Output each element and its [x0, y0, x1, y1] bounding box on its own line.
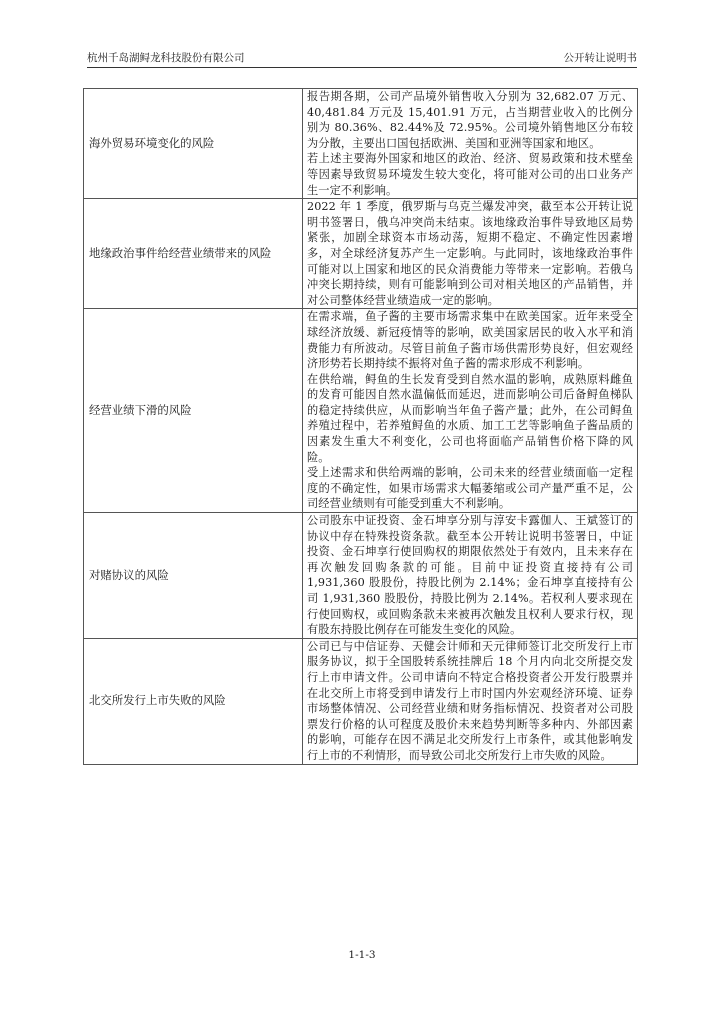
- paragraph: 若上述主要海外国家和地区的政治、经济、贸易政策和技术壁垒等因素导致贸易环境发生较大变化，将可能对公司的出口业务产生一定不利影响。: [307, 152, 633, 197]
- risk-description: [303, 513, 638, 639]
- paragraph: 在供给端，鲟鱼的生长发育受到自然水温的影响，成熟原料雌鱼的发育可能因自然水温偏低而延迟，进而影响公司后备鲟鱼梯队的稳定持续供应，从而影响当年鱼子酱产量；此外，在公司鲟鱼养殖过程中，若养殖鲟鱼的水质、加工工艺等影响鱼子酱品质的因素发生重大不利变化，公司也将面临产品销售价格下降的风险。: [307, 372, 633, 464]
- risk-description: [303, 309, 638, 513]
- risk-name: 经营业绩下滑的风险: [84, 309, 303, 513]
- page-number: 1-1-3: [348, 949, 376, 961]
- table-row: [84, 199, 638, 309]
- paragraph: 报告期各期，公司产品境外销售收入分别为 32,682.07 万元、40,481.84 万元及 15,401.91 万元，占当期营业收入的比例分别为 80.36%、82.44%及 72.95%。公司境外销售地区分布较为分散，主要出口国包括欧洲、美国和亚洲等国家和地区。: [307, 90, 633, 150]
- risk-name: 对赌协议的风险: [84, 513, 303, 639]
- paragraph: 公司已与中信证券、天健会计师和天元律师签订北交所发行上市服务协议，拟于全国股转系统挂牌后 18 个月内向北交所提交发行上市申请文件。公司申请向不特定合格投资者公开发行股票并在北交所上市将受到申请发行上市时国内外宏观经济环境、证券市场整体情况、公司经营业绩和财务指标情况、投资者对公司股票发行价格的认可程度及股价未来趋势判断等多种内、外部因素的影响，可能存在因不满足北交所发行上市条件，或其他影响发行上市的不利情形，而导致公司北交所发行上市失败的风险。: [307, 639, 633, 762]
- risk-table: [83, 88, 638, 765]
- table-row: [84, 89, 638, 199]
- table-row: [84, 309, 638, 513]
- page-footer: [0, 949, 724, 961]
- risk-description: [303, 199, 638, 309]
- risk-description: [303, 89, 638, 199]
- document-title: 公开转让说明书: [563, 52, 637, 64]
- risk-name: 北交所发行上市失败的风险: [84, 638, 303, 764]
- table-row: [84, 638, 638, 764]
- paragraph: 在需求端，鱼子酱的主要市场需求集中在欧美国家。近年来受全球经济放缓、新冠疫情等的影响，欧美国家居民的收入水平和消费能力有所波动。尽管目前鱼子酱市场供需形势良好，但宏观经济形势若长期持续不振将对鱼子酱的需求形成不利影响。: [307, 310, 633, 371]
- risk-description: [303, 638, 638, 764]
- risk-name: 海外贸易环境变化的风险: [84, 89, 303, 199]
- paragraph: 2022 年 1 季度，俄罗斯与乌克兰爆发冲突，截至本公开转让说明书签署日，俄乌冲突尚未结束。该地缘政治事件导致地区局势紧张，加剧全球资本市场动荡，短期不稳定、不确定性因素增多，对全球经济复苏产生一定影响。与此同时，该地缘政治事件可能对以上国家和地区的民众消费能力等带来一定影响。若俄乌冲突长期持续，则有可能影响到公司对相关地区的产品销售，并对公司整体经营业绩造成一定的影响。: [307, 200, 633, 307]
- paragraph: 公司股东中证投资、金石坤享分别与淳安卡露伽人、王斌签订的协议中存在特殊投资条款。截至本公开转让说明书签署日，中证投资、金石坤享行使回购权的期限依然处于有效内，且未来存在再次触发回购条款的可能。目前中证投资直接持有公司 1,931,360 股股份，持股比例为 2.14%；金石坤享直接持有公司 1,931,360 股股份，持股比例为 2.14%。若权利人要求现在行使回购权，或回购条款未来被再次触发且权利人要求行权，现有股东持股比例存在可能发生变化的风险。: [307, 514, 633, 637]
- risk-name: 地缘政治事件给经营业绩带来的风险: [84, 199, 303, 309]
- paragraph: 受上述需求和供给两端的影响，公司未来的经营业绩面临一定程度的不确定性，如果市场需求大幅萎缩或公司产量严重不足，公司经营业绩则有可能受到重大不利影响。: [307, 466, 633, 511]
- company-name: 杭州千岛湖鲟龙科技股份有限公司: [87, 52, 245, 64]
- page-header: [87, 50, 637, 68]
- table-row: [84, 513, 638, 639]
